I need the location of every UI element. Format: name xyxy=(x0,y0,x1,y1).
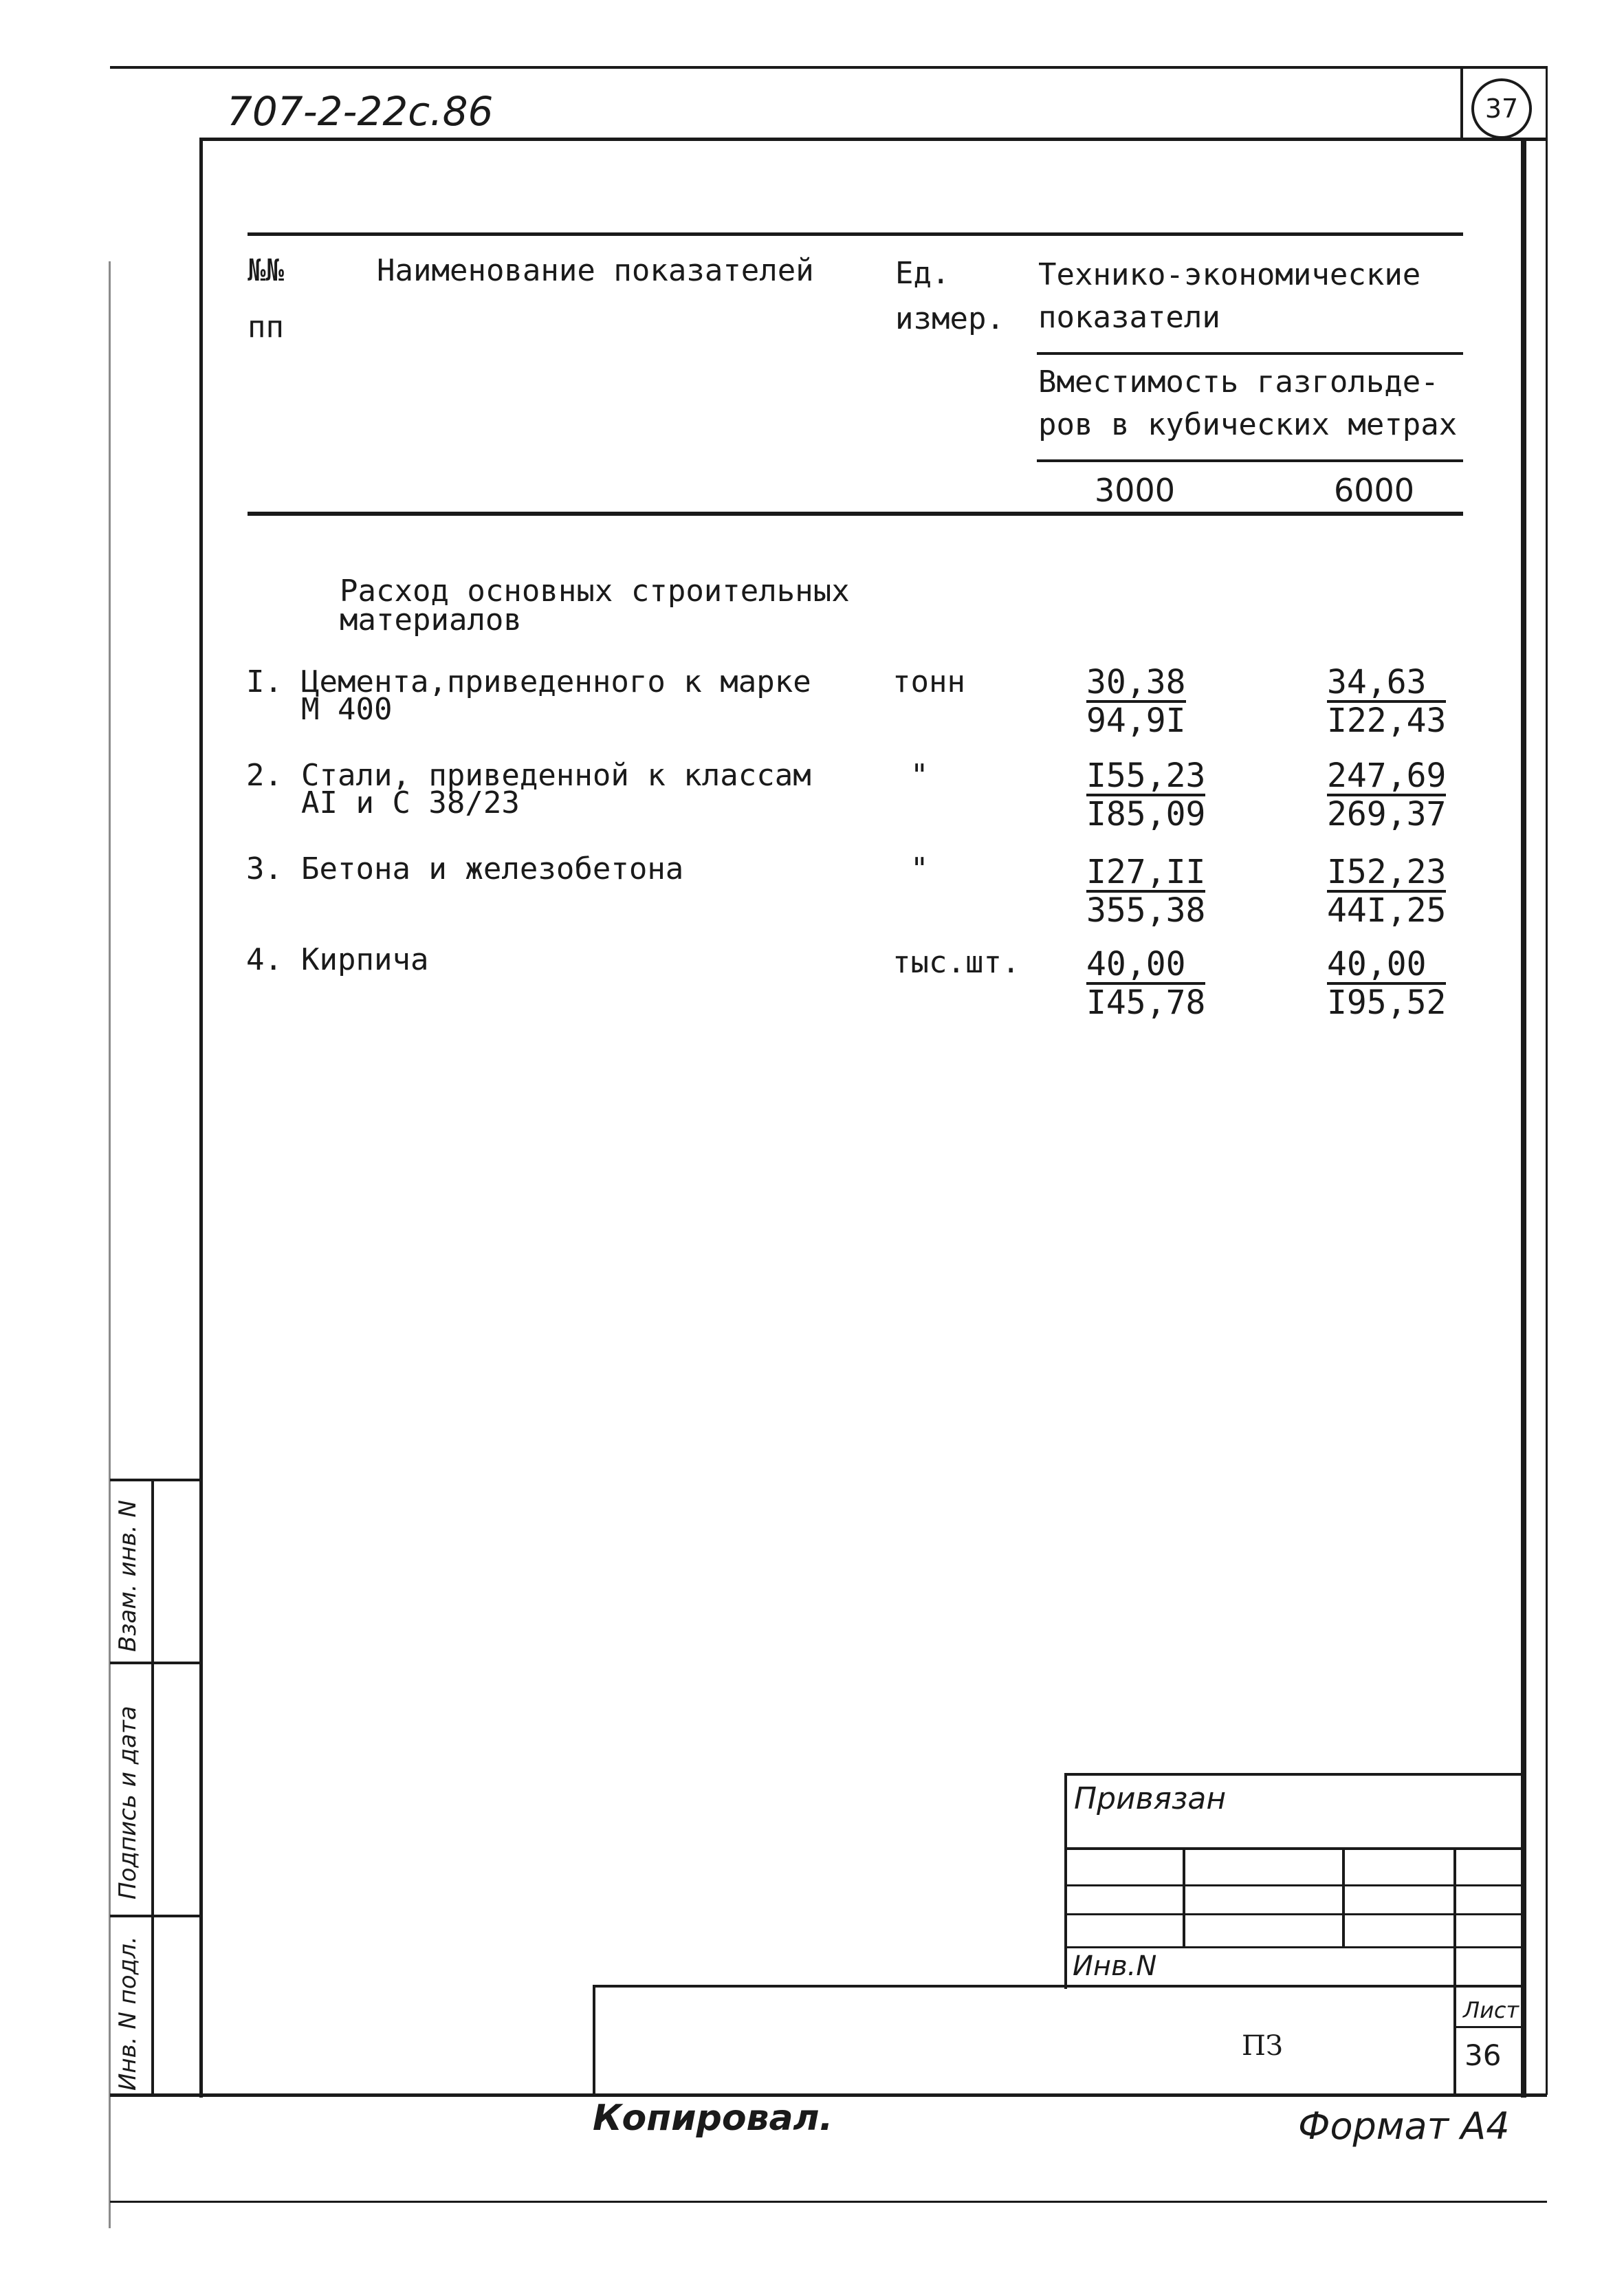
sheet-label: Лист xyxy=(1463,1997,1519,2023)
row-name-line1: Стали, приведенной к классам xyxy=(301,758,811,793)
value-3000 xyxy=(1086,663,1186,740)
value-6000-den: I22,43 xyxy=(1327,701,1447,740)
row-unit: тыс.шт. xyxy=(892,945,1020,980)
sheet-number: 36 xyxy=(1464,2038,1502,2072)
linked-col-line xyxy=(1342,1847,1345,1948)
table-row xyxy=(246,756,1470,842)
value-3000 xyxy=(1086,945,1206,1022)
format-label: Формат А4 xyxy=(1298,2104,1510,2148)
name-col-header: Наименование показателей xyxy=(377,253,814,288)
sheet-col-line xyxy=(1453,1988,1456,2096)
value-3000-num: 40,00 xyxy=(1086,948,1205,985)
row-number: 3. xyxy=(246,851,283,886)
no-col-line1: №№ xyxy=(248,253,284,288)
indicators-header xyxy=(1038,259,1420,335)
row-name xyxy=(301,853,683,886)
copied-label: Копировал. xyxy=(593,2098,833,2139)
capacity-rule xyxy=(1037,459,1463,462)
side-stamp-row-line xyxy=(110,1662,199,1664)
value-6000-num: 40,00 xyxy=(1327,948,1446,985)
linked-col-line xyxy=(1183,1847,1185,1948)
value-3000-den: I45,78 xyxy=(1086,983,1206,1022)
row-name xyxy=(301,759,811,820)
side-label-sign-date: Подпись и дата xyxy=(114,1706,142,1900)
row-name-line1: Цемента,приведенного к марке xyxy=(301,664,811,699)
row-name xyxy=(301,666,811,727)
row-unit: " xyxy=(910,851,929,886)
row-name xyxy=(301,944,428,977)
value-6000-den: 269,37 xyxy=(1327,795,1447,834)
unit-col-line1: Ед. xyxy=(895,256,950,291)
frame-outer-right-line xyxy=(1546,66,1548,2095)
value-6000 xyxy=(1327,945,1447,1022)
side-label-inv-podl: Инв. N подл. xyxy=(114,1936,142,2091)
indicators-rule xyxy=(1037,352,1463,355)
value-3000 xyxy=(1086,853,1206,930)
value-6000-num: 247,69 xyxy=(1327,756,1447,795)
capacity-line1: Вместимость газгольде- xyxy=(1038,364,1439,400)
row-unit: тонн xyxy=(892,664,965,699)
side-stamp-divider xyxy=(151,1481,154,2096)
value-6000 xyxy=(1327,756,1447,834)
title-block xyxy=(593,1985,1525,2096)
indicators-line2: показатели xyxy=(1038,300,1220,336)
row-name-line2: М 400 xyxy=(301,692,393,728)
value-3000-num: 30,38 xyxy=(1086,663,1186,701)
table-row xyxy=(246,944,1470,1026)
linked-stamp xyxy=(1064,1773,1525,1989)
section-title xyxy=(340,575,850,638)
value-3000-num: I27,II xyxy=(1086,853,1206,891)
value-6000 xyxy=(1327,853,1447,930)
value-3000-num: I55,23 xyxy=(1086,756,1206,795)
unit-col-line2: измер. xyxy=(895,301,1005,337)
no-col-line2: пп xyxy=(248,309,284,345)
row-name-line2: АI и С 38/23 xyxy=(301,785,520,821)
sheet-row-line xyxy=(1453,2026,1525,2028)
row-name-line1: Бетона и железобетона xyxy=(301,851,684,886)
unit-col-header xyxy=(895,257,1005,336)
linked-row-line xyxy=(1067,1884,1525,1886)
value-3000-den: 355,38 xyxy=(1086,891,1206,930)
capacity-3000: 3000 xyxy=(1095,472,1176,509)
table-row xyxy=(246,663,1470,748)
capacity-line2: ров в кубических метрах xyxy=(1038,407,1458,443)
row-name-line1: Кирпича xyxy=(301,942,429,977)
no-col-header xyxy=(248,254,284,345)
value-6000-num: 34,63 xyxy=(1327,666,1446,703)
linked-row-line xyxy=(1067,1946,1525,1948)
row-unit: " xyxy=(910,758,929,793)
inv-no-label: Инв.N xyxy=(1073,1950,1157,1982)
side-stamp-row-line xyxy=(110,1915,199,1917)
table-row xyxy=(246,853,1470,935)
linked-row-line xyxy=(1067,1913,1525,1915)
value-3000-den: I85,09 xyxy=(1086,795,1206,834)
linked-row-line xyxy=(1067,1847,1525,1850)
value-3000 xyxy=(1086,756,1206,834)
table-top-rule xyxy=(248,232,1463,236)
doc-code: 707-2-22с.86 xyxy=(227,88,494,135)
linked-col-line xyxy=(1453,1847,1456,1989)
frame-top-line xyxy=(199,138,1547,141)
section-title-line2: материалов xyxy=(340,602,522,638)
bottom-outer-line xyxy=(110,2201,1547,2203)
frame-left-line xyxy=(199,138,203,2098)
row-number: 2. xyxy=(246,758,283,793)
doc-section-code: ПЗ xyxy=(1242,2030,1283,2062)
capacity-6000: 6000 xyxy=(1334,472,1415,509)
top-outer-line xyxy=(110,66,1547,69)
value-6000-den: I95,52 xyxy=(1327,983,1447,1022)
table-header-bottom-rule xyxy=(248,512,1463,516)
linked-label: Привязан xyxy=(1074,1781,1227,1816)
indicators-line1: Технико-экономические xyxy=(1038,257,1421,292)
capacity-header xyxy=(1038,366,1457,442)
section-title-line1: Расход основных строительных xyxy=(340,574,850,609)
row-number: I. xyxy=(246,664,283,699)
value-6000-den: 44I,25 xyxy=(1327,891,1447,930)
value-6000-num: I52,23 xyxy=(1327,853,1447,891)
side-label-vzam-inv: Взам. инв. N xyxy=(114,1500,142,1652)
page-number-circle xyxy=(1471,78,1532,139)
value-3000-den: 94,9I xyxy=(1086,701,1186,740)
page-number: 37 xyxy=(1484,94,1519,124)
value-6000 xyxy=(1327,663,1447,740)
row-number: 4. xyxy=(246,942,283,977)
